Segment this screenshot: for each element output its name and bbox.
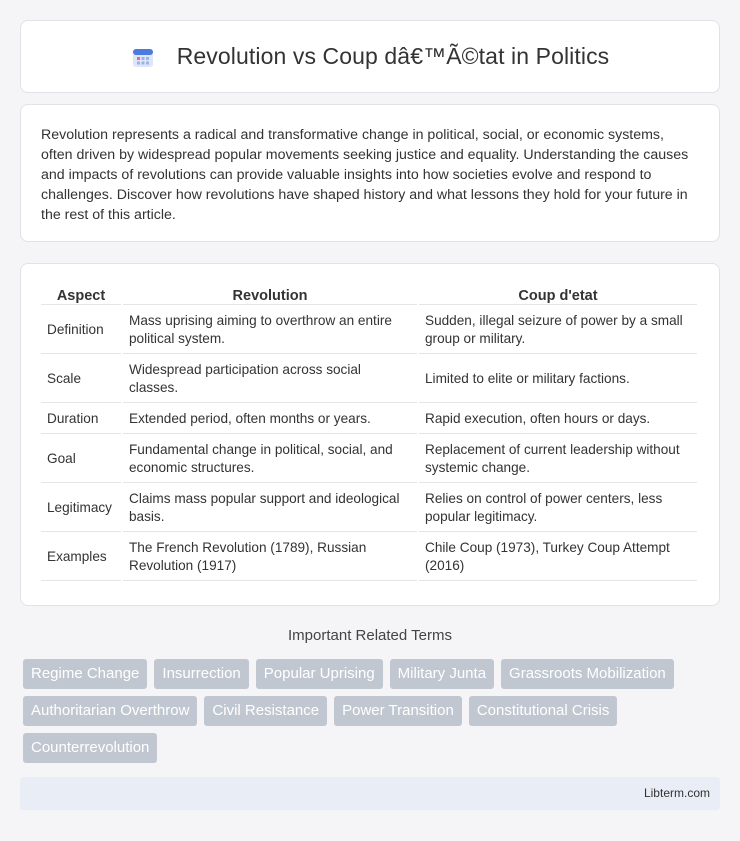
revolution-cell: Widespread participation across social classes. xyxy=(123,356,417,403)
revolution-cell: The French Revolution (1789), Russian Revolution (1917) xyxy=(123,534,417,581)
intro-text: Revolution represents a radical and transformative change in political, social, or economic systems, often driven by widespread popular movements seeking justice and equality. Understanding the causes and impacts of revolutions can provide valuable insights into how societies evolve and respond to challenges. Discover how revolutions have shaped history and what lessons they hold for your future in the rest of this article. xyxy=(41,127,689,223)
table-row xyxy=(41,356,697,403)
revolution-cell: Extended period, often months or years. xyxy=(123,405,417,434)
coup-cell: Relies on control of power centers, less popular legitimacy. xyxy=(419,485,697,532)
related-term-tag[interactable]: Popular Uprising xyxy=(256,659,383,689)
aspect-cell: Scale xyxy=(41,356,121,403)
footer-site-link[interactable]: Libterm.com xyxy=(643,786,710,800)
coup-cell: Limited to elite or military factions. xyxy=(419,356,697,403)
table-row xyxy=(41,485,697,532)
table-row xyxy=(41,534,697,581)
related-terms-list xyxy=(23,659,723,770)
comparison-card xyxy=(20,263,720,606)
calendar-icon xyxy=(131,45,155,69)
coup-cell: Replacement of current leadership without systemic change. xyxy=(419,436,697,483)
table-row xyxy=(41,307,697,354)
footer xyxy=(20,777,720,810)
related-terms-title: Important Related Terms xyxy=(288,627,452,644)
revolution-cell: Fundamental change in political, social, and economic structures. xyxy=(123,436,417,483)
related-term-tag[interactable]: Civil Resistance xyxy=(204,696,327,726)
table-row xyxy=(41,405,697,434)
revolution-cell: Mass uprising aiming to overthrow an entire political system. xyxy=(123,307,417,354)
related-term-tag[interactable]: Grassroots Mobilization xyxy=(501,659,674,689)
aspect-cell: Duration xyxy=(41,405,121,434)
title-card xyxy=(20,20,720,93)
intro-card xyxy=(20,104,720,242)
coup-cell: Sudden, illegal seizure of power by a small group or military. xyxy=(419,307,697,354)
comparison-table xyxy=(39,282,699,583)
header-aspect: Aspect xyxy=(41,284,121,305)
aspect-cell: Examples xyxy=(41,534,121,581)
aspect-cell: Goal xyxy=(41,436,121,483)
related-term-tag[interactable]: Authoritarian Overthrow xyxy=(23,696,197,726)
related-term-tag[interactable]: Constitutional Crisis xyxy=(469,696,618,726)
coup-cell: Chile Coup (1973), Turkey Coup Attempt (2016) xyxy=(419,534,697,581)
aspect-cell: Definition xyxy=(41,307,121,354)
coup-cell: Rapid execution, often hours or days. xyxy=(419,405,697,434)
page-title: Revolution vs Coup dâ€™Ã©tat in Politics xyxy=(176,43,610,69)
aspect-cell: Legitimacy xyxy=(41,485,121,532)
related-term-tag[interactable]: Power Transition xyxy=(334,696,462,726)
table-header-row xyxy=(41,284,697,305)
header-revolution: Revolution xyxy=(123,284,417,305)
revolution-cell: Claims mass popular support and ideological basis. xyxy=(123,485,417,532)
related-term-tag[interactable]: Counterrevolution xyxy=(23,733,157,763)
related-term-tag[interactable]: Military Junta xyxy=(390,659,494,689)
related-term-tag[interactable]: Regime Change xyxy=(23,659,147,689)
related-term-tag[interactable]: Insurrection xyxy=(154,659,248,689)
table-row xyxy=(41,436,697,483)
header-coup: Coup d'etat xyxy=(419,284,697,305)
